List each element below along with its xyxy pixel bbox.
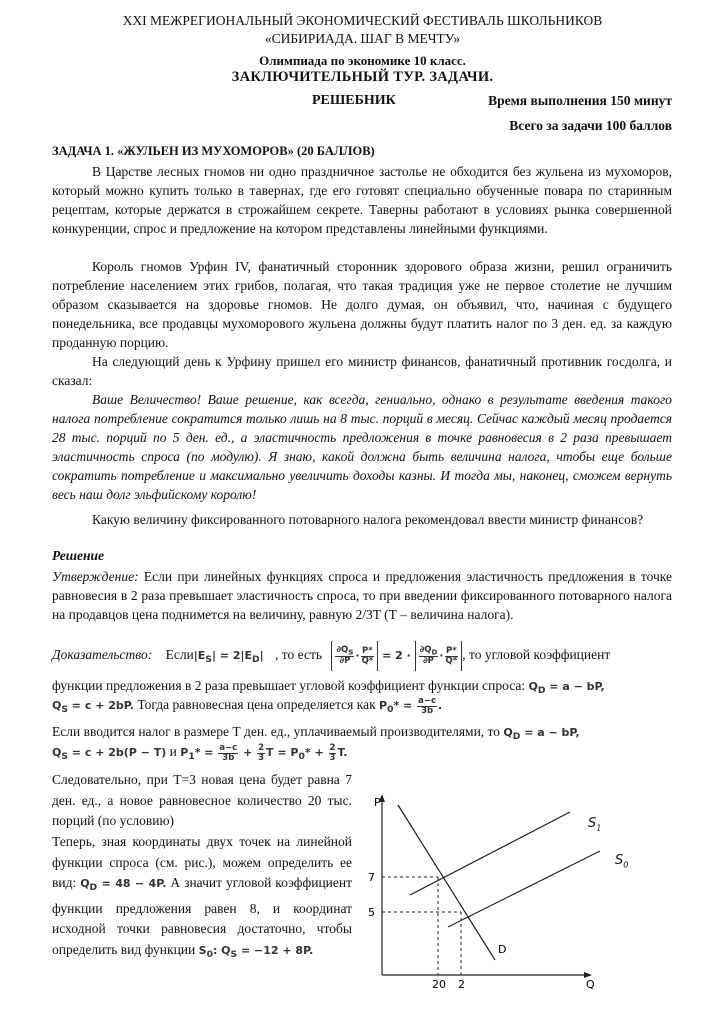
task-paragraph-3: На следующий день к Урфину пришел его министр финансов, фанатичный противник госдолга, и сказал: [52, 354, 672, 388]
supply-with-tax: $Q_S = c + 2b(P - T)$ [52, 746, 167, 763]
task-title: ЗАДАЧА 1. «ЖУЛЬЕН ИЗ МУХОМОРОВ» (20 БАЛЛОВ) [52, 144, 375, 158]
elasticity-condition: $|E_S| = 2|E_D|$ [193, 649, 264, 666]
demand-function-2: $Q_D = a$ − bP, [503, 726, 580, 743]
equilibrium-text: Тогда равновесная цена определяется как [134, 697, 376, 712]
proof-if: Если [165, 647, 194, 662]
proof-that: , то есть [275, 647, 323, 662]
label-s1-box [588, 816, 601, 833]
festival-title: XXI МЕЖРЕГИОНАЛЬНЫЙ ЭКОНОМИЧЕСКИЙ ФЕСТИВАЛЬ ШКОЛЬНИКОВ [122, 13, 603, 28]
tour-title: ЗАКЛЮЧИТЕЛЬНЫЙ ТУР. ЗАДАЧИ. [231, 69, 494, 85]
proof-then: , то угловой коэффициент [462, 647, 611, 662]
supply-function: $Q_S = c + 2bP$. [52, 699, 134, 716]
claim-text: Если при линейных функциях спроса и предложения эластичность предложения в точке равновесия в 2 раза превышает эластичность спроса, то при введении фиксированного потоварного налога на продавцов цена поднимется на величину, равную 2/3T (Т – величина налога). [52, 569, 672, 622]
slope-text: функции предложения в 2 раза превышает угловой коэффициент функции спроса: [52, 678, 526, 693]
tick-label-5: 5 [368, 906, 375, 919]
label-s1-text: S [588, 816, 597, 831]
demand-final: $Q_D = 48 - 4P$. [80, 877, 167, 894]
elasticity-formula: $\frac{\partial Q_S}{\partial P}$ · $\frac{P*}{Q*}$ = 2 · $\frac{\partial Q_D}{\partial P}$ · $\frac{P*}{Q*}$ [331, 649, 462, 662]
claim-paragraph [52, 567, 672, 624]
new-price-formula: $P_1*$ = $\frac{a-c}{3b}$ + $\frac{2}{3}$ $T = P_0*$ + $\frac{2}{3}$ T. [180, 742, 348, 763]
claim-label: Утверждение: [52, 569, 139, 584]
tick-label-7: 7 [368, 871, 375, 884]
tick-label-20: 20 [432, 978, 446, 990]
quantity-axis-label: Q [586, 978, 595, 990]
label-s0-sub: 0 [623, 860, 629, 870]
supply-curve-s1 [410, 812, 570, 895]
supply-derivation-text: А значит угловой коэффициент функции предложения равен 8, и координат исходной точки равновесия достаточно, чтобы определить вид функции [52, 875, 353, 957]
label-s0-box [615, 853, 628, 870]
tick-label-2: 2 [458, 978, 465, 990]
task-question: Какую величину фиксированного потоварного налога рекомендовал ввести министр финансов? [92, 512, 644, 527]
olympiad-title: Олимпиада по экономике 10 класс. [259, 53, 466, 68]
proof-label: Доказательство: [52, 647, 153, 662]
tax-text: Если вводится налог в размере Т ден. ед., уплачиваемый производителями, то [52, 724, 501, 739]
minister-quote: Ваше Величество! Ваше решение, как всегда, гениально, однако в результате введения такого налога потребление сократится только лишь на 8 тыс. порций в месяц. Сейчас каждый месяц продается 28 тыс. порций по 5 ден. ед., а эластичность предложения в точке равновесия в 2 раза превышает эластичность спроса (по модулю). Я знаю, какой должна быть величина налога, чтобы еще больше сократить потребление и максимально увеличить доходы казны. И тогда мы, наконец, сможем вернуть весь наш долг эльфийскому королю! [52, 392, 672, 502]
demand-derivation-text: Теперь, зная координаты двух точек на линейной функции спроса (см. рис.), можем определить ее вид: [52, 834, 352, 890]
proof-line [52, 640, 672, 670]
supply-curve-s0 [448, 851, 600, 927]
and-word: и [166, 744, 181, 759]
solver-label: РЕШЕБНИК [312, 93, 396, 108]
equilibrium-price: $P_0*$ = $\frac{a-c}{3b}$ . [379, 695, 443, 716]
price-axis-label: P [374, 796, 381, 809]
solution-heading: Решение [52, 548, 104, 563]
supply-demand-chart [360, 790, 600, 990]
label-s1-sub2: 1 [596, 823, 602, 833]
demand-curve [398, 805, 495, 960]
total-points: Всего за задачи 100 баллов [509, 118, 672, 133]
result-paragraph: Следовательно, при Т=3 новая цена будет равна 7 ден. ед., а новое равновесное количество 20 тыс. порций (по условию) [52, 772, 352, 828]
new-price-line [52, 740, 672, 769]
label-d: D [498, 943, 507, 956]
time-limit: Время выполнения 150 минут [488, 93, 672, 108]
demand-derivation [52, 832, 352, 965]
equilibrium-line [52, 694, 672, 721]
label-s0-text: S [615, 853, 624, 868]
task-paragraph-1: В Царстве лесных гномов ни одно праздничное застолье не обходится без жульена из мухоморов, который можно купить только в тавернах, где его готовят специально обученные повара по старинным рецептам, которые держатся в строжайшем секрете. Таверны работают в условиях рынка совершенной конкуренции, спрос и предложение на котором представлены линейными функциями. [52, 164, 672, 236]
task-paragraph-2: Король гномов Урфин IV, фанатичный сторонник здорового образа жизни, решил ограничить потребление населением этих грибов, полагая, что такая традиция уже не первое столетие не лучшим образом сказывается на здоровье гномов. Не долго думая, он объявил, что, начиная с будущего понедельника, все продавцы мухоморового жульена должны будут платить налог по 3 ден. ед. за каждую проданную порцию. [52, 259, 672, 350]
festival-name: «СИБИРИАДА. ШАГ В МЕЧТУ» [264, 31, 461, 46]
supply-final: $S_0$: $Q_S = -12 + 8P$. [198, 943, 314, 960]
demand-function: $Q_D = a$ − bP, [528, 680, 605, 697]
